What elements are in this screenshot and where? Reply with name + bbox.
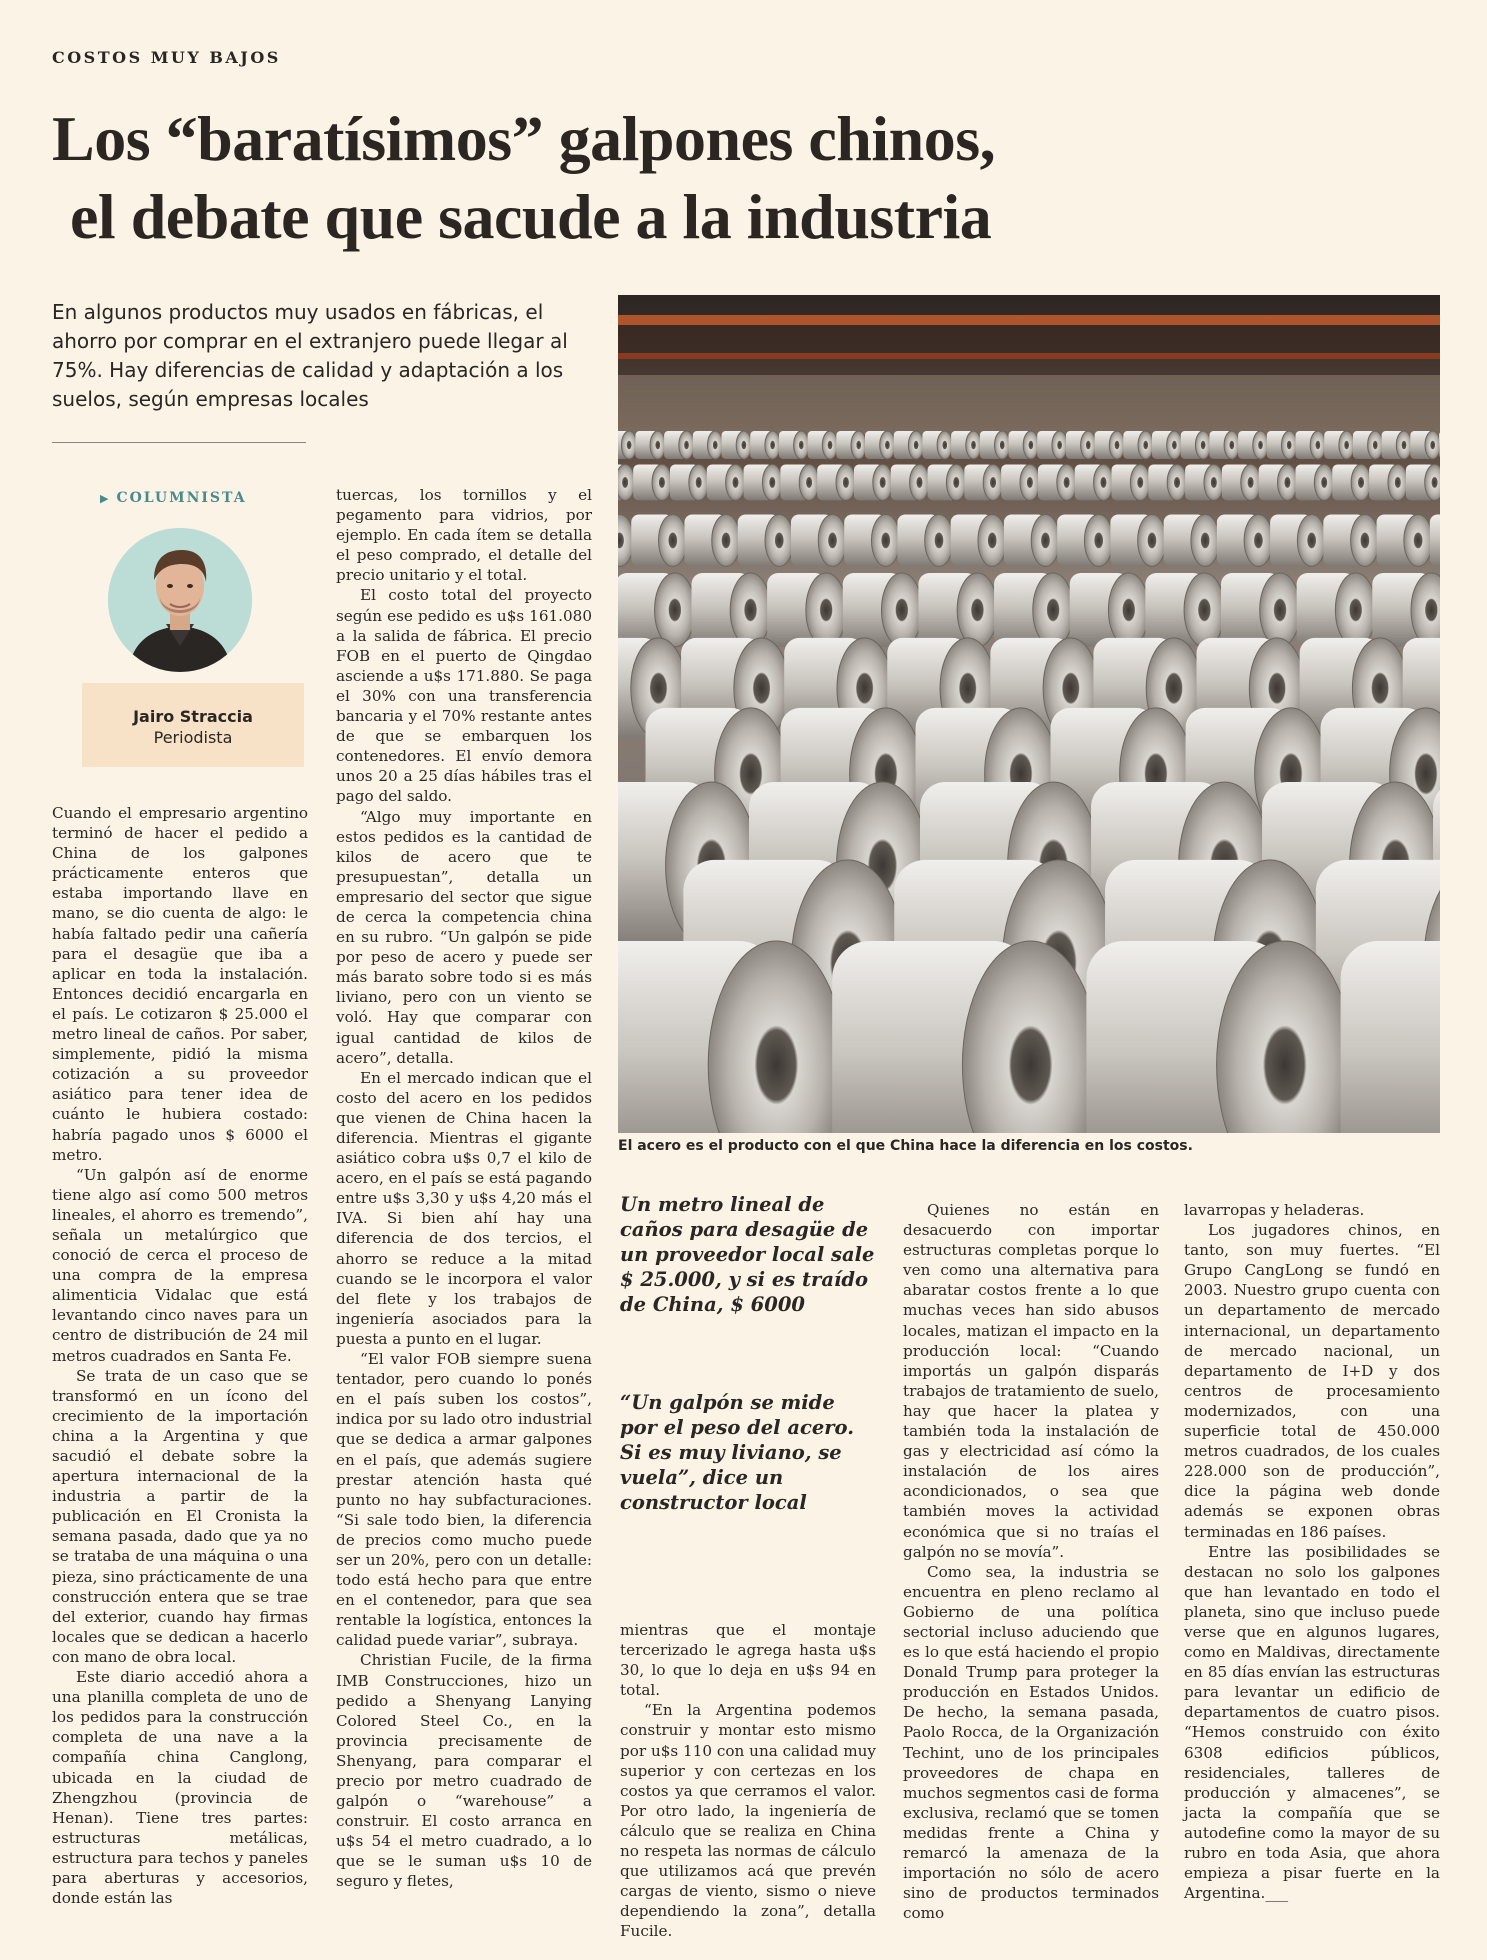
author-role: Periodista <box>153 728 233 747</box>
author-portrait-image <box>108 528 252 672</box>
headline <box>52 100 1432 256</box>
paragraph: “Algo muy importante en estos pedidos es la cantidad de kilos de acero que te presupuestan”, detalla un empresario del sector que sigue de cerca la competencia china en su rubro. “Un galpón se pide por peso de acero y puede ser más barato sobre todo si es más liviano, pero con un viento se voló. Hay que comparar con igual cantidad de kilos de acero”, detalla. <box>336 807 592 1067</box>
paragraph: Los jugadores chinos, en tanto, son muy fuertes. “El Grupo CangLong se fundó en 2003. Nuestro grupo cuenta con un departamento de mercado internacional, un departamento de mercado nacional, un departamento de I+D y dos centros de procesamiento modernizados, con una superficie total de 450.000 metros cuadrados, de los cuales 228.000 son de producción”, dice la página web donde además se exponen obras terminadas en 186 países. <box>1184 1221 1440 1541</box>
article-column-5 <box>1184 1200 1440 1903</box>
paragraph: El costo total del proyecto según ese pedido es u$s 161.080 a la salida de fábrica. El precio FOB en el puerto de Qingdao asciende a u$s 171.880. Se paga el 30% con una transferencia bancaria y el 70% restante antes de que se embarquen los contenedores. El envío demora unos 20 a 25 días hábiles tras el pago del saldo. <box>336 586 592 806</box>
headline-line-1: Los “baratísimos” galpones chinos, <box>52 103 996 174</box>
steel-coils-image <box>618 295 1440 1133</box>
steel-coils-photo <box>618 295 1440 1133</box>
article-column-4 <box>903 1200 1159 1923</box>
article-column-2 <box>336 485 592 1892</box>
deck-divider <box>52 442 306 443</box>
section-kicker: COSTOS MUY BAJOS <box>52 48 281 67</box>
columnist-label-text: COLUMNISTA <box>116 490 247 506</box>
pull-quote-1: Un metro lineal de caños para desagüe de un proveedor local sale $ 25.000, y si es traído de China, $ 6000 <box>620 1193 875 1316</box>
paragraph: Este diario accedió ahora a una planilla completa de uno de los pedidos para la construcción completa de una nave a la compañía china Canglong, ubicada en la ciudad de Zhengzhou (provincia de Henan). Tiene tres partes: estructuras metálicas, estructura para techos y paneles para aberturas y accesorios, donde están las <box>52 1668 308 1908</box>
paragraph: Quienes no están en desacuerdo con importar estructuras completas porque lo ven como una alternativa para abaratar costos frente a lo que muchas veces han sido abusos locales, matizan el impacto en la producción local: “Cuando importás un galpón disparás trabajos de tratamiento de suelo, hay que hacer la platea y también toda la instalación de gas y electricidad así cómo la instalación de los aires acondicionados, o sea que también moves la actividad económica que si no traías el galpón no se movía”. <box>903 1201 1159 1561</box>
pull-quote-2: “Un galpón se mide por el peso del acero. Si es muy liviano, se vuela”, dice un constructor local <box>620 1391 854 1514</box>
article-column-1 <box>52 803 308 1908</box>
paragraph: Como sea, la industria se encuentra en pleno reclamo al Gobierno de una política sectorial incluso aduciendo que es lo que está haciendo el propio Donald Trump para proteger la producción en Estados Unidos. De hecho, la semana pasada, Paolo Rocca, de la Organización Techint, uno de los principales proveedores de chapa en muchos segmentos casi de forma exclusiva, reclamó que se tomen medidas frente a China y remarcó la amenaza de la importación no sólo de acero sino de productos terminados como <box>903 1562 1159 1923</box>
paragraph: Entre las posibilidades se destacan no solo los galpones que han levantado en todo el planeta, sino que incluso puede verse que en algunos lugares, como en Maldivas, directamente en 85 días envían las estructuras para levantar un edificio de departamentos de cuatro pisos. “Hemos construido con éxito 6308 edificios públicos, residenciales, talleres de producción y almacenes”, se jacta la compañía que se autodefine como la mayor de su rubro en toda Asia, que ahora empieza a pisar fuerte en la Argentina.___ <box>1184 1542 1440 1903</box>
headline-line-2: el debate que sacude a la industria <box>70 181 992 252</box>
photo-caption: El acero es el producto con el que China hace la diferencia en los costos. <box>618 1138 1193 1154</box>
paragraph: mientras que el montaje tercerizado le agrega hasta u$s 30, lo que lo deja en u$s 94 en total. <box>620 1621 876 1700</box>
paragraph: Se trata de un caso que se transformó en un ícono del crecimiento de la importación china a la Argentina y que sacudió el debate sobre la apertura internacional de la industria a partir de la publicación en El Cronista la semana pasada, dado que ya no se trataba de una máquina o una pieza, sino prácticamente de una construcción entera que se trae del exterior, cuando hay firmas locales que se dedican a hacerlo con mano de obra local. <box>52 1366 308 1666</box>
paragraph: “En la Argentina podemos construir y montar esto mismo por u$s 110 con una calidad muy superior y con certezas en los costos ya que cerramos el valor. Por otro lado, la ingeniería de cálculo que se realiza en China no respeta las normas de cálculo que utilizamos acá que prevén cargas de viento, sismo o nieve dependiendo la zona”, detalla Fucile. <box>620 1701 876 1941</box>
paragraph: “El valor FOB siempre suena tentador, pero cuando lo ponés en el país suben los costos”, indica por su lado otro industrial que se dedica a armar galpones en el país, que además sugiere prestar atención hasta qué punto no hay subfacturaciones. “Si sale todo bien, la diferencia de precios como mucho puede ser un 20%, pero con un detalle: todo está hecho para que entre en el contenedor, para que sea rentable la logística, entonces la calidad puede variar”, subraya. <box>336 1350 592 1650</box>
author-box <box>82 683 304 767</box>
paragraph: Christian Fucile, de la firma IMB Construcciones, hizo un pedido a Shenyang Lanying Colored Steel Co., en la provincia precisamente de Shenyang, para comparar el precio por metro cuadrado de galpón o “warehouse” a construir. El costo arranca en u$s 54 el metro cuadrado, a lo que se le suman u$s 10 de seguro y fletes, <box>336 1651 592 1891</box>
paragraph: tuercas, los tornillos y el pegamento para vidrios, por ejemplo. En cada ítem se detalla el peso comprado, el detalle del precio unitario y el total. <box>336 486 592 585</box>
author-avatar <box>108 528 252 672</box>
paragraph: Cuando el empresario argentino terminó de hacer el pedido a China de los galpones prácticamente enteros que estaba importando llave en mano, se dio cuenta de algo: le había faltado pedir una cañería para el desagüe que iba a aplicar en toda la instalación. Entonces decidió encargarla en el país. Le cotizaron $ 25.000 el metro lineal de caños. Por saber, simplemente, pidió la misma cotización a su proveedor asiático para tener idea de cuánto le hubiera costado: habría pagado unos $ 6000 el metro. <box>52 804 308 1164</box>
article-column-3 <box>620 1620 876 1942</box>
author-name: Jairo Straccia <box>133 707 253 726</box>
paragraph: “Un galpón así de enorme tiene algo así como 500 metros lineales, el ahorro es tremendo”, señala un metalúrgico que conoció de cerca el proceso de una compra de la empresa alimenticia Vidalac que está levantando cinco naves para un centro de distribución de 24 mil metros cuadrados en Santa Fe. <box>52 1165 308 1365</box>
columnist-label <box>100 490 247 506</box>
triangle-bullet-icon: ▶ <box>100 492 111 505</box>
deck-subtitle: En algunos productos muy usados en fábricas, el ahorro por comprar en el extranjero puede llegar al 75%. Hay diferencias de calidad y adaptación a los suelos, según empresas locales <box>52 300 568 411</box>
paragraph: En el mercado indican que el costo del acero en los pedidos que vienen de China hacen la diferencia. Mientras el gigante asiático cobra u$s 0,7 el kilo de acero, en el país se está pagando entre u$s 3,30 y u$s 4,20 más el IVA. Si bien ahí hay una diferencia de dos tercios, el ahorro se reduce a la mitad cuando se le incorpora el valor del flete y los trabajos de ingeniería asociados para la puesta a punto en el lugar. <box>336 1068 592 1348</box>
paragraph: lavarropas y heladeras. <box>1184 1201 1365 1219</box>
